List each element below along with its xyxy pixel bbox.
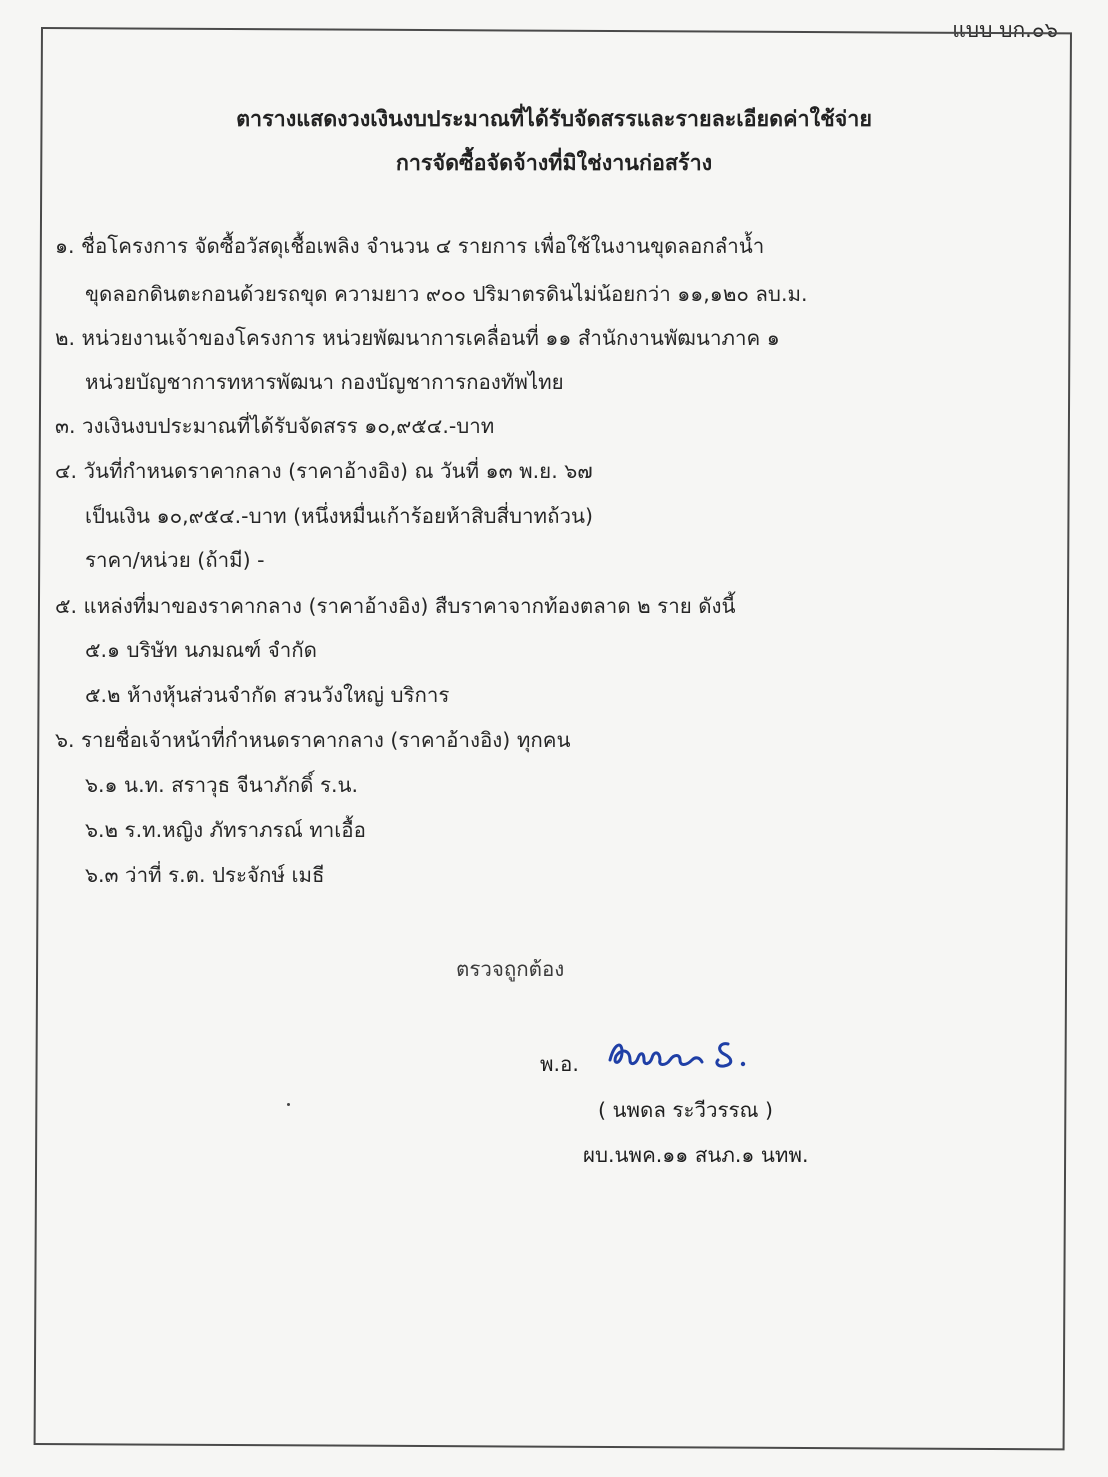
item-6-2-member: ๖.๒ ร.ท.หญิง ภัทราภรณ์ ทาเอื้อ (85, 818, 366, 842)
signatory-name: ( นพดล ระวีวรรณ ) (598, 1098, 774, 1122)
item-5-price-source: ๕. แหล่งที่มาของราคากลาง (ราคาอ้างอิง) สืบราคาจากท้องตลาด ๒ ราย ดังนี้ (55, 594, 736, 618)
signatory-rank: พ.อ. (540, 1052, 579, 1076)
item-4-amount: เป็นเงิน ๑๐,๙๕๔.-บาท (หนึ่งหมื่นเก้าร้อยห้าสิบสี่บาทถ้วน) (85, 504, 594, 528)
signatory-position: ผบ.นพค.๑๑ สนภ.๑ นทพ. (583, 1143, 809, 1167)
paper-speck (287, 1103, 290, 1106)
item-1-project-detail: ขุดลอกดินตะกอนด้วยรถขุด ความยาว ๙๐๐ ปริมาตรดินไม่น้อยกว่า ๑๑,๑๒๐ ลบ.ม. (85, 282, 808, 306)
item-5-1-vendor: ๕.๑ บริษัท นภมณฑ์ จำกัด (85, 638, 317, 662)
item-2-owner-unit: ๒. หน่วยงานเจ้าของโครงการ หน่วยพัฒนาการเคลื่อนที่ ๑๑ สำนักงานพัฒนาภาค ๑ (55, 326, 780, 350)
item-6-1-member: ๖.๑ น.ท. สราวุธ จีนาภักดิ์ ร.น. (85, 773, 359, 797)
item-4-unit-price: ราคา/หน่วย (ถ้ามี) - (85, 548, 265, 572)
item-2-owner-unit-cont: หน่วยบัญชาการทหารพัฒนา กองบัญชาการกองทัพไทย (85, 370, 564, 394)
item-5-2-vendor: ๕.๒ ห้างหุ้นส่วนจำกัด สวนวังใหญ่ บริการ (85, 683, 450, 707)
verified-stamp: ตรวจถูกต้อง (456, 957, 565, 981)
item-3-budget: ๓. วงเงินงบประมาณที่ได้รับจัดสรร ๑๐,๙๕๔.-บาท (55, 414, 495, 438)
form-code: แบบ บก.๐๖ (952, 18, 1058, 42)
item-1-project-name: ๑. ชื่อโครงการ จัดซื้อวัสดุเชื้อเพลิง จำนวน ๔ รายการ เพื่อใช้ในงานขุดลอกลำน้ำ (55, 234, 765, 258)
item-4-reference-date: ๔. วันที่กำหนดราคากลาง (ราคาอ้างอิง) ณ วันที่ ๑๓ พ.ย. ๖๗ (55, 459, 593, 483)
document-title-line1: ตารางแสดงวงเงินงบประมาณที่ได้รับจัดสรรและรายละเอียดค่าใช้จ่าย (236, 107, 872, 132)
item-6-committee: ๖. รายชื่อเจ้าหน้าที่กำหนดราคากลาง (ราคาอ้างอิง) ทุกคน (55, 728, 571, 752)
item-6-3-member: ๖.๓ ว่าที่ ร.ต. ประจักษ์ เมธี (85, 863, 325, 887)
signature (600, 1030, 770, 1084)
document-title-line2: การจัดซื้อจัดจ้างที่มิใช่งานก่อสร้าง (395, 151, 713, 176)
